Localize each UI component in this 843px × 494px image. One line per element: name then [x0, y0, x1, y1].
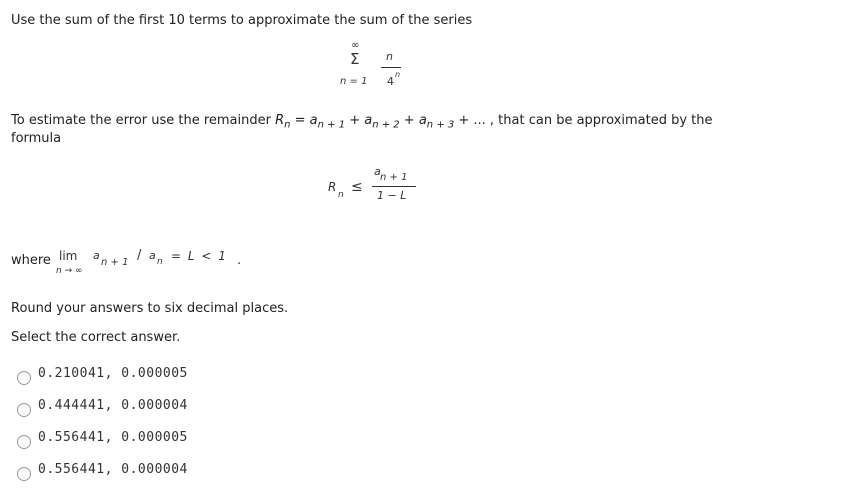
remainder-text-continued: , that can be approximated by the — [489, 113, 713, 128]
formula-numerator-sub: n + 1 — [380, 172, 408, 183]
option-1-radio[interactable] — [17, 371, 31, 385]
option-4-radio[interactable] — [17, 467, 31, 481]
series-denominator: 4 — [387, 75, 394, 88]
lim-slash: / — [137, 248, 142, 263]
sigma-symbol: Σ — [350, 50, 360, 68]
remainder-formula — [322, 160, 422, 220]
series-upper-limit: ∞ — [351, 40, 360, 51]
remainder-text-formula: formula — [11, 131, 62, 146]
series-numerator: n — [386, 50, 393, 63]
lim-a1: a — [93, 249, 100, 262]
lim-a2-sub: n — [157, 257, 163, 267]
question-intro: Use the sum of the first 10 terms to approximate the sum of the series — [11, 13, 473, 28]
series-exponent: n — [395, 70, 401, 79]
lim-word: lim — [59, 249, 78, 263]
formula-denominator: 1 − L — [377, 189, 407, 202]
formula-fraction-bar — [372, 186, 416, 187]
where-label: where — [11, 253, 51, 268]
lim-a1-sub: n + 1 — [101, 257, 129, 268]
lim-below: n → ∞ — [56, 266, 83, 276]
option-3-radio[interactable] — [17, 435, 31, 449]
series-formula — [336, 38, 412, 92]
remainder-equals: = — [290, 113, 310, 128]
lim-a2: a — [149, 249, 156, 262]
limit-expression — [55, 244, 255, 278]
option-1-label[interactable]: 0.210041, 0.000005 — [38, 366, 188, 381]
option-2-radio[interactable] — [17, 403, 31, 417]
leq-symbol: ≤ — [351, 179, 363, 195]
series-fraction-bar — [381, 67, 401, 68]
round-instruction: Round your answers to six decimal places. — [11, 301, 289, 316]
lim-rest: = L < 1 — [171, 249, 226, 263]
remainder-sentence: To estimate the error use the remainder $R_n = a_{n + 1} + a_{n + 2} + a_{n + 3}$ + ... , that can be approximated by the — [11, 113, 713, 131]
remainder-text: To estimate the error use the remainder — [11, 113, 276, 128]
formula-R: R — [328, 180, 337, 194]
lim-period: . — [237, 253, 242, 268]
remainder-subscript: n — [284, 119, 291, 131]
select-instruction: Select the correct answer. — [11, 330, 181, 345]
formula-numerator-a: a — [374, 165, 381, 178]
option-4-label[interactable]: 0.556441, 0.000004 — [38, 462, 188, 477]
series-lower-limit: n = 1 — [340, 76, 368, 87]
option-3-label[interactable]: 0.556441, 0.000005 — [38, 430, 188, 445]
remainder-symbol: R — [275, 113, 285, 128]
option-2-label[interactable]: 0.444441, 0.000004 — [38, 398, 188, 413]
formula-R-sub: n — [338, 190, 344, 200]
